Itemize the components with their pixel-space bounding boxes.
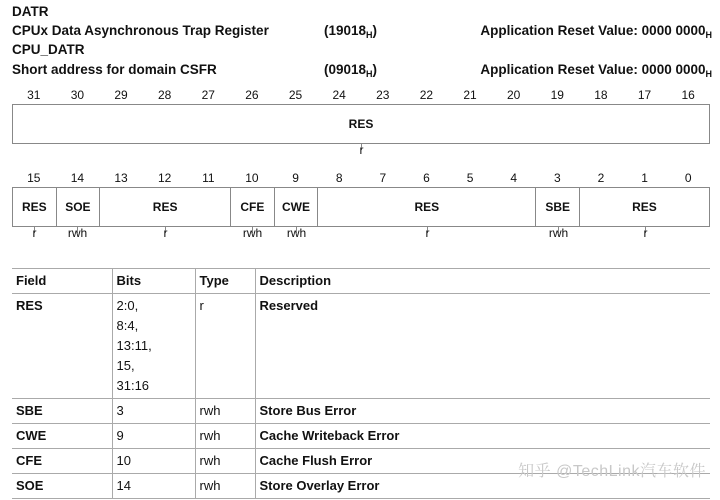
bit-number: 26	[245, 88, 259, 102]
row-bits: 10	[112, 449, 195, 474]
row-type: rwh	[195, 474, 255, 499]
watermark: 知乎 @TechLink汽车软件	[518, 463, 706, 480]
bit-number: 31	[27, 88, 41, 102]
row-description: Cache Flush Error	[255, 449, 710, 474]
bit-number: 15	[27, 171, 41, 185]
bit-number: 25	[288, 88, 303, 102]
field-res-13-11: RES	[100, 188, 231, 226]
bits-value: 15,	[116, 358, 135, 373]
row-bits: 14	[112, 474, 195, 499]
lower-register-fields	[12, 187, 710, 227]
bit-number: 2	[597, 171, 605, 185]
row-field: SOE	[12, 474, 112, 499]
bit-number: 1	[641, 171, 648, 185]
bits-value: 13:11,	[116, 338, 152, 353]
row-description: Store Overlay Error	[255, 474, 710, 499]
field-cfe: CFE	[231, 188, 275, 226]
alias-reset-value: Application Reset Value: 0000 $0000_H$	[480, 62, 712, 79]
bits-value: 31:16	[116, 378, 150, 393]
row-description: Store Bus Error	[255, 399, 710, 424]
alias-title: Short address for domain CSFR	[12, 62, 217, 77]
access-sbe: rwh	[548, 226, 569, 240]
header-bits: Bits	[112, 269, 195, 294]
row-field: SBE	[12, 399, 112, 424]
field-res-2-0: RES	[632, 200, 657, 214]
bit-number: 19	[550, 88, 564, 102]
bit-number: 28	[158, 88, 172, 102]
reset-value: Application Reset Value: 0000 $0000_H$	[480, 23, 712, 40]
row-type: rwh	[195, 424, 255, 449]
bit-number: 9	[292, 171, 299, 185]
field-soe: SOE	[57, 188, 101, 226]
row-field: CWE	[12, 424, 112, 449]
bit-number: 4	[510, 171, 518, 185]
bits-value: 2:0,	[116, 298, 139, 313]
bit-number: 11	[202, 171, 215, 185]
bit-number: 20	[507, 88, 521, 102]
upper-field-name: RES	[348, 117, 374, 131]
header-type: Type	[195, 269, 255, 294]
upper-field-access: r	[359, 143, 364, 157]
register-full-title: CPUx Data Asynchronous Trap Register	[12, 23, 269, 38]
register-name: DATR	[12, 4, 49, 19]
bit-number: 0	[684, 171, 692, 185]
bit-number: 13	[114, 171, 128, 185]
bit-number: 24	[332, 88, 346, 102]
table-row	[12, 399, 710, 424]
access-cfe: rwh	[242, 226, 263, 240]
field-cwe: CWE	[275, 188, 319, 226]
bit-number: 3	[553, 171, 561, 185]
bit-number: 23	[376, 88, 390, 102]
register-address: $(19018_H)$	[324, 23, 378, 40]
row-field: RES	[12, 294, 112, 399]
field-sbe: SBE	[536, 188, 580, 226]
access-cwe: rwh	[286, 226, 307, 240]
bit-number: 12	[158, 171, 172, 185]
access-res-8-4: r	[425, 226, 430, 240]
header-field: Field	[12, 269, 112, 294]
access-res-13-11: r	[163, 226, 168, 240]
table-header-row	[12, 269, 710, 294]
row-bits: 3	[112, 399, 195, 424]
register-alias-name: CPU_DATR	[12, 42, 85, 57]
row-description: Cache Writeback Error	[255, 424, 710, 449]
access-soe: rwh	[67, 226, 88, 240]
bit-number: 29	[114, 88, 128, 102]
bit-number: 27	[201, 88, 215, 102]
row-bits: 9	[112, 424, 195, 449]
bit-number: 30	[70, 88, 85, 102]
row-type: rwh	[195, 399, 255, 424]
row-bits	[112, 294, 195, 399]
bit-number: 8	[335, 171, 343, 185]
bit-number: 21	[463, 88, 477, 102]
access-res-2-0: r	[643, 226, 648, 240]
bit-number: 10	[245, 171, 259, 185]
bit-number: 14	[70, 171, 85, 185]
row-type: r	[195, 294, 255, 399]
bit-number: 18	[594, 88, 608, 102]
row-description: Reserved	[255, 294, 710, 399]
bit-number: 16	[681, 88, 695, 102]
table-row	[12, 424, 710, 449]
alias-address: $(09018_H)$	[324, 62, 378, 79]
bit-number: 7	[379, 171, 387, 185]
bit-number: 5	[466, 171, 474, 185]
access-res-15: r	[32, 226, 37, 240]
field-res-8-4: RES	[318, 188, 536, 226]
bit-number: 6	[423, 171, 430, 185]
bits-value: 8:4,	[116, 318, 139, 333]
bit-number: 17	[637, 88, 652, 102]
bit-number: 22	[419, 88, 434, 102]
upper-register-field	[12, 104, 710, 144]
row-field: CFE	[12, 449, 112, 474]
row-type: rwh	[195, 449, 255, 474]
header-description: Description	[255, 269, 710, 294]
table-row	[12, 294, 710, 399]
field-res-15: RES	[13, 188, 57, 226]
